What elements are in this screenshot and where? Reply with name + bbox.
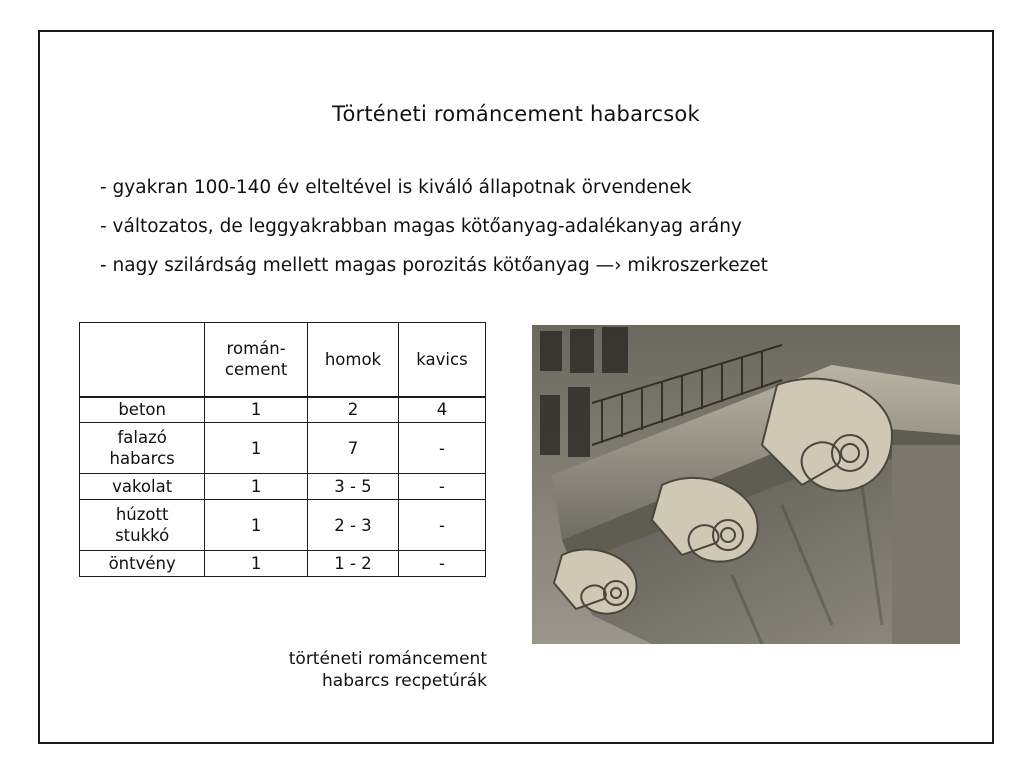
- table-row: [80, 500, 486, 551]
- row-name: [80, 423, 205, 474]
- cell-kavics: 4: [398, 397, 485, 423]
- table-header-row: [80, 323, 486, 397]
- header-line: cement: [224, 360, 288, 380]
- table-caption: [200, 648, 487, 692]
- table-corner-cell: [80, 323, 205, 397]
- cell-kavics: -: [398, 551, 485, 577]
- table-row: [80, 397, 486, 423]
- bullet-list: [100, 178, 768, 295]
- recipe-table: [79, 322, 486, 577]
- row-name: vakolat: [80, 474, 205, 500]
- cell-romancement: 1: [205, 474, 308, 500]
- cell-kavics: -: [398, 474, 485, 500]
- cell-homok: 3 - 5: [307, 474, 398, 500]
- cell-homok: 2: [307, 397, 398, 423]
- bullet-item: - gyakran 100-140 év elteltével is kiváló állapotnak örvendenek: [100, 177, 692, 198]
- slide-title: Történeti románcement habarcsok: [332, 102, 700, 126]
- column-header-romancement: [205, 323, 308, 397]
- balcony-photo: [532, 325, 960, 644]
- table-row: [80, 474, 486, 500]
- table-row: [80, 423, 486, 474]
- row-name-line: habarcs: [109, 449, 175, 468]
- table-row: [80, 551, 486, 577]
- cell-homok: 2 - 3: [307, 500, 398, 551]
- row-name: öntvény: [80, 551, 205, 577]
- caption-line: habarcs recpetúrák: [322, 671, 487, 691]
- cell-romancement: 1: [205, 551, 308, 577]
- column-header-homok: homok: [307, 323, 398, 397]
- cell-homok: 1 - 2: [307, 551, 398, 577]
- row-name-line: stukkó: [115, 526, 170, 545]
- row-name-line: húzott: [115, 505, 169, 524]
- cell-kavics: -: [398, 423, 485, 474]
- caption-line: történeti románcement: [288, 649, 487, 669]
- cell-romancement: 1: [205, 500, 308, 551]
- row-name-line: falazó: [117, 428, 167, 447]
- column-header-kavics: kavics: [398, 323, 485, 397]
- row-name: [80, 500, 205, 551]
- cell-romancement: 1: [205, 423, 308, 474]
- cell-homok: 7: [307, 423, 398, 474]
- bullet-item: - változatos, de leggyakrabban magas kötőanyag-adalékanyag arány: [100, 216, 742, 237]
- cell-kavics: -: [398, 500, 485, 551]
- header-line: román-: [226, 339, 286, 359]
- bullet-item: - nagy szilárdság mellett magas porozitás kötőanyag —› mikroszerkezet: [100, 255, 768, 276]
- balcony-photo-icon: [532, 325, 960, 644]
- row-name: beton: [80, 397, 205, 423]
- cell-romancement: 1: [205, 397, 308, 423]
